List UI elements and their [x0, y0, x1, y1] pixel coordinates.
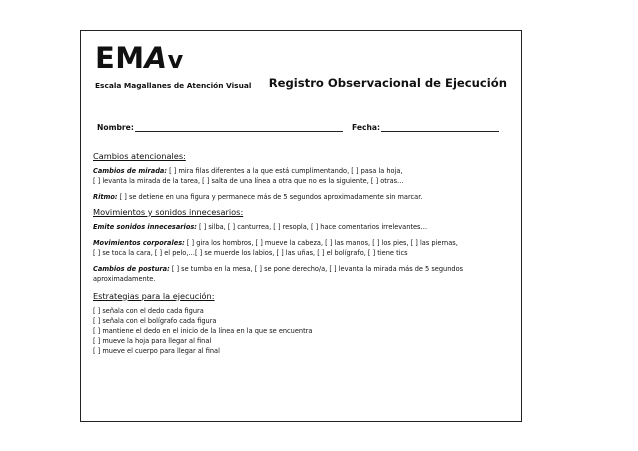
ritmo-text: [ ] se detiene en una figura y permanece más de 5 segundos aproximadamente sin marcar. — [117, 193, 423, 202]
emav-logo: EMAv — [95, 41, 184, 75]
form-title: Registro Observacional de Ejecución — [268, 76, 507, 90]
sonidos-text: [ ] silba, [ ] canturrea, [ ] resopla, [ ] hace comentarios irrelevantes… — [196, 222, 428, 231]
sonidos-line — [93, 222, 513, 232]
section-title-cambios: Cambios atencionales: — [93, 151, 186, 161]
corporales-label: Movimientos corporales: — [93, 238, 185, 247]
estrategia-item: [ ] mueve el cuerpo para llegar al final — [93, 347, 220, 356]
postura-text-2: aproximadamente. — [93, 275, 156, 284]
name-label: Nombre: — [97, 123, 134, 132]
form-body — [93, 151, 513, 357]
ritmo-line — [93, 192, 513, 202]
date-field-line[interactable] — [381, 131, 499, 132]
name-field-line[interactable] — [135, 131, 343, 132]
mirada-label: Cambios de mirada: — [93, 167, 168, 175]
mirada-line-1 — [93, 166, 513, 176]
corporales-text-2: [ ] se toca la cara, [ ] el pelo,…[ ] se muerde los labios, [ ] las uñas, [ ] el bolígrafo, [ ] tiene tics — [93, 249, 408, 258]
postura-text-1: [ ] se tumba en la mesa, [ ] se pone derecho/a, [ ] levanta la mirada más de 5 segundos — [169, 265, 464, 274]
estrategia-item: [ ] señala con el bolígrafo cada figura — [93, 316, 217, 325]
section-title-estrategias: Estrategias para la ejecución: — [93, 290, 215, 301]
section-title-movimientos: Movimientos y sonidos innecesarios: — [93, 206, 244, 217]
postura-label: Cambios de postura: — [93, 265, 170, 274]
ritmo-label: Ritmo: — [93, 193, 118, 202]
estrategia-item: [ ] mueve la hoja para llegar al final — [93, 337, 212, 346]
mirada-text-1: [ ] mira filas diferentes a la que está cumplimentando, [ ] pasa la hoja, — [167, 167, 403, 175]
corporales-text-1: [ ] gira los hombros, [ ] mueve la cabeza, [ ] las manos, [ ] los pies, [ ] las piernas, — [184, 238, 458, 247]
date-label: Fecha: — [352, 123, 381, 132]
estrategia-item: [ ] mantiene el dedo en el inicio de la línea en la que se encuentra — [93, 327, 313, 336]
sonidos-label: Emite sonidos innecesarios: — [93, 222, 197, 231]
postura-line-1 — [93, 264, 513, 274]
mirada-text-2: [ ] levanta la mirada de la tarea, [ ] salta de una línea a otra que no es la siguiente, [ ] otras… — [93, 177, 404, 186]
estrategia-item: [ ] señala con el dedo cada figura — [93, 306, 204, 315]
form-frame — [80, 30, 522, 422]
corporales-line-1 — [93, 238, 513, 248]
scale-name: Escala Magallanes de Atención Visual — [95, 81, 252, 90]
